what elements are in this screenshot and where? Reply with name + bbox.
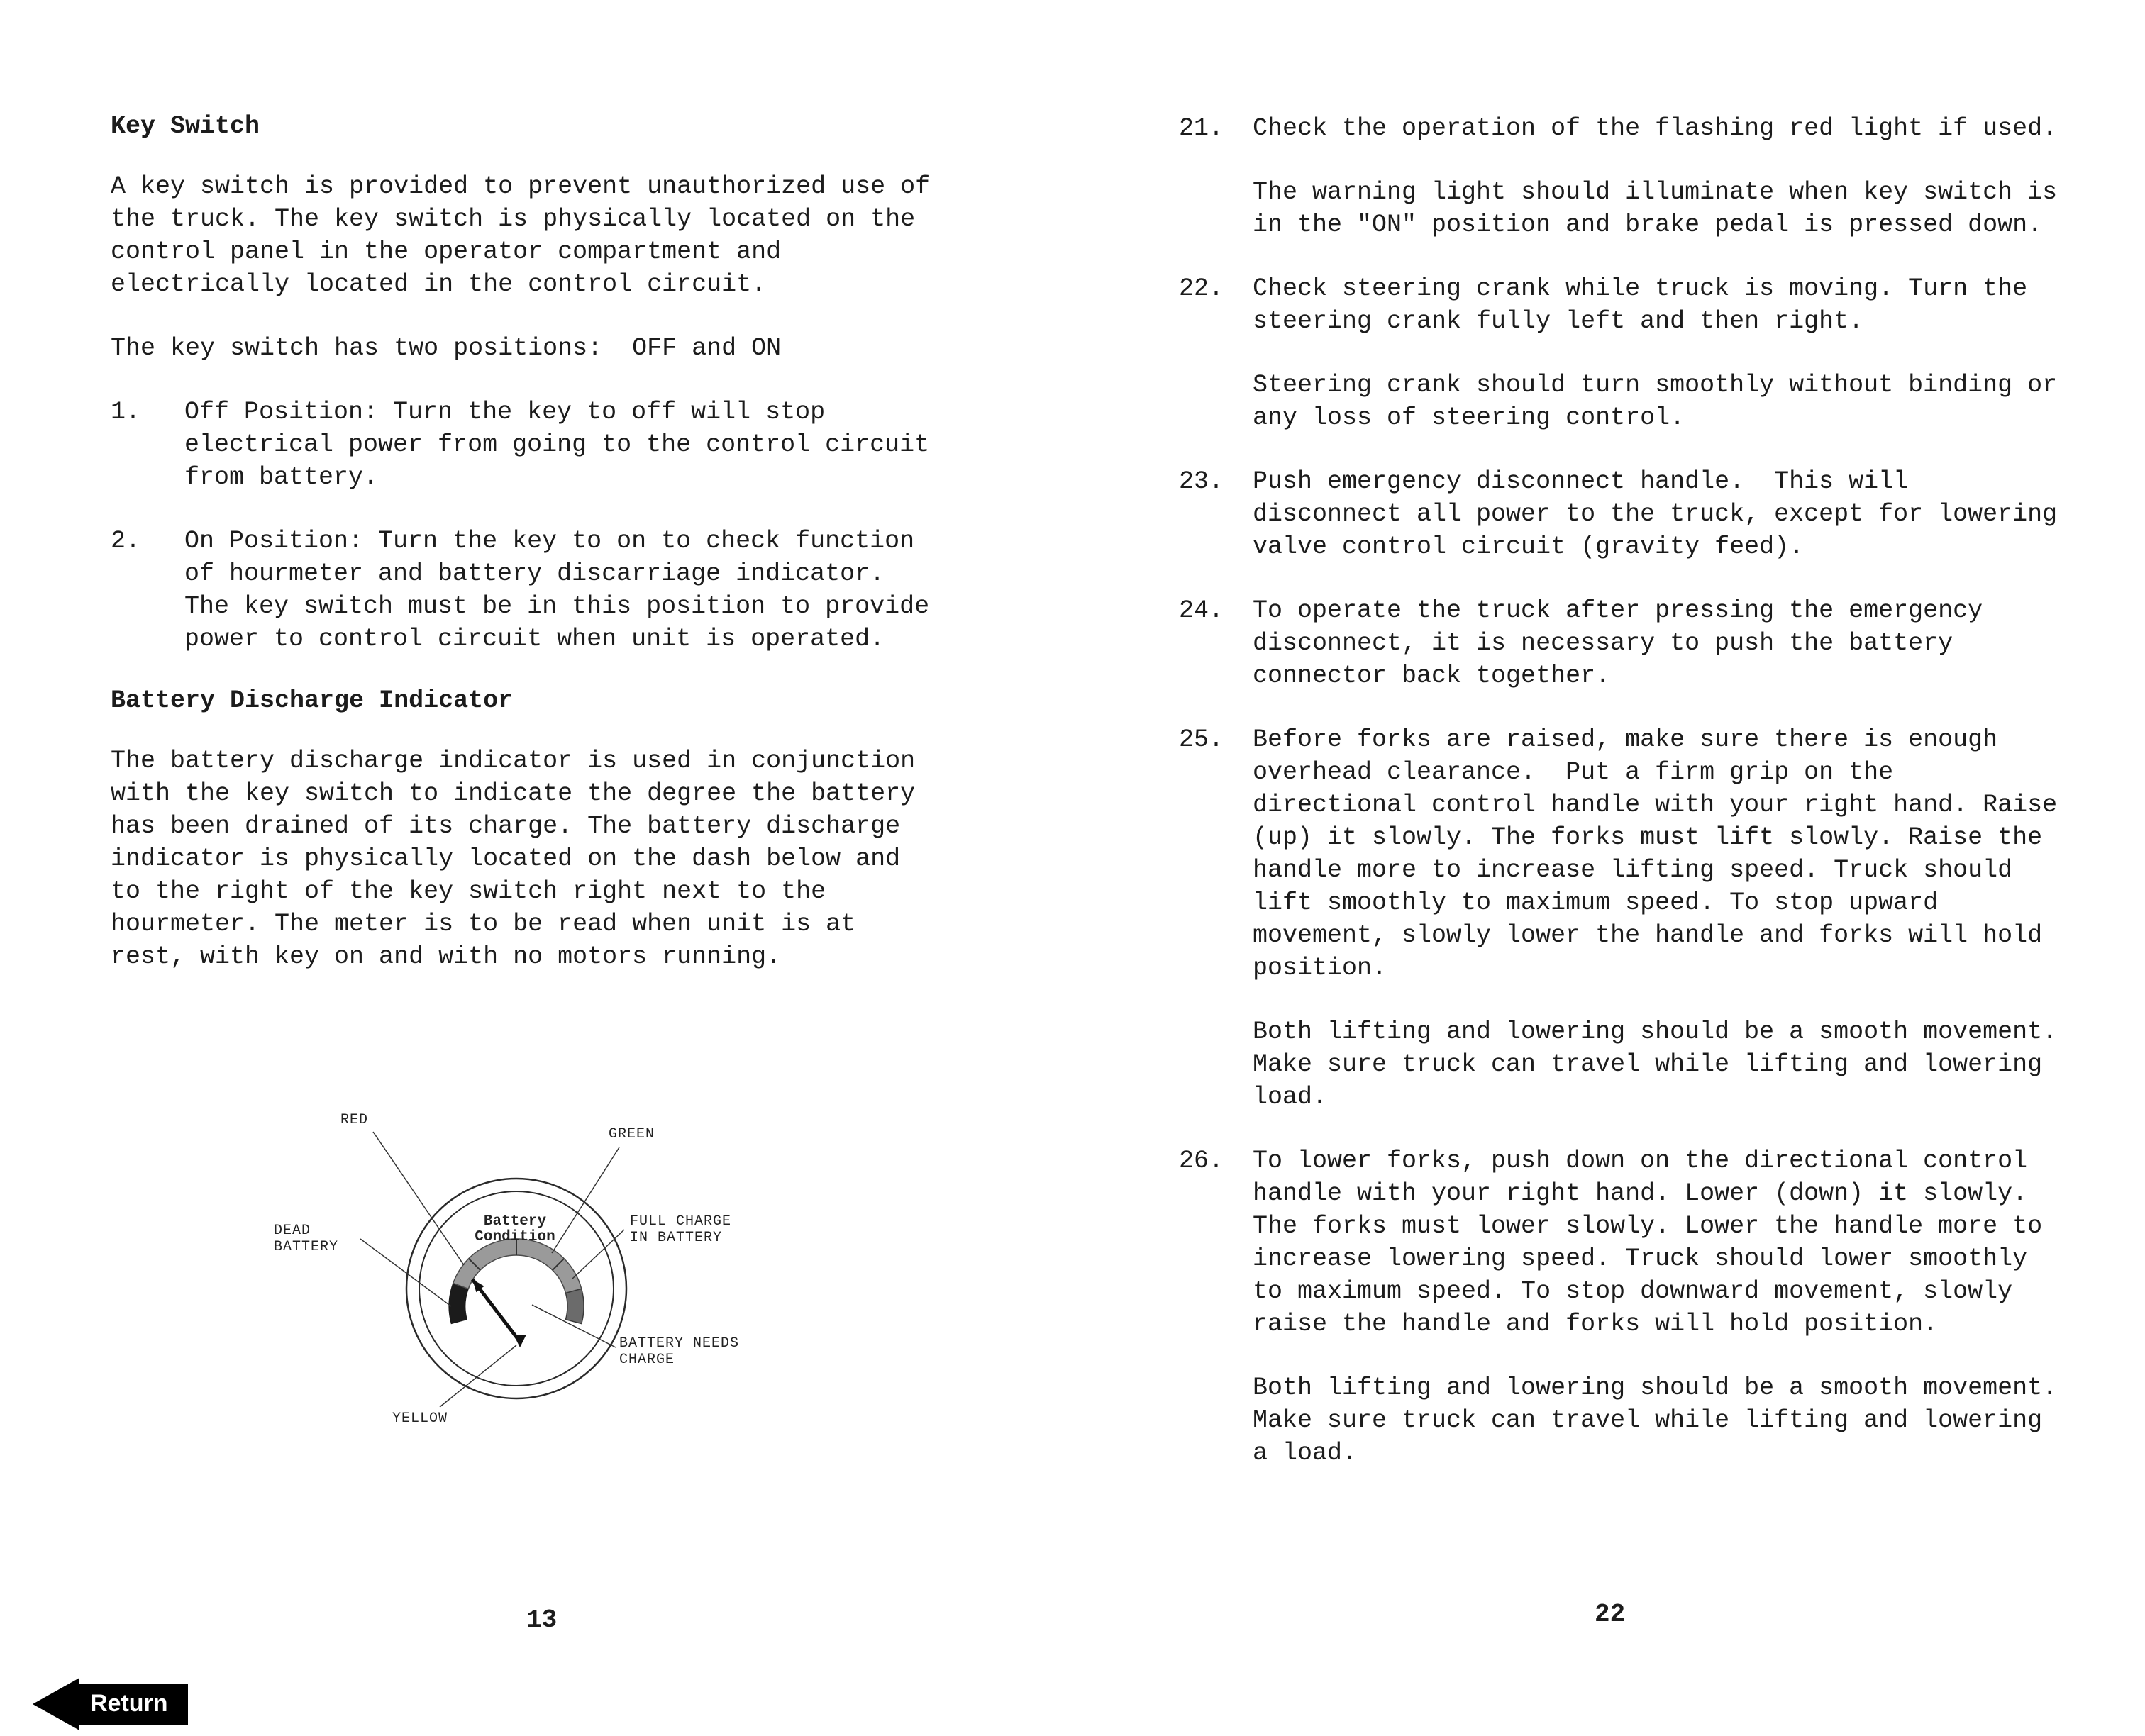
- page-number-left: 13: [526, 1606, 558, 1635]
- label-dead-battery-line1: DEAD: [274, 1223, 311, 1239]
- step-number: 25.: [1179, 725, 1224, 754]
- numbered-step: [1179, 272, 2073, 434]
- return-button-label: Return: [79, 1684, 188, 1725]
- left-arrow-icon: [33, 1678, 79, 1730]
- leader-line-full-charge: [572, 1230, 624, 1279]
- leader-line-green: [552, 1147, 619, 1253]
- numbered-step: [1179, 594, 2066, 692]
- list-item-number: 1.: [111, 398, 141, 426]
- step-text: To lower forks, push down on the directional control handle with your right hand. Lower (down) it slowly. The forks must lower slowly. Lower the handle more to increase lowering speed. Truck should lower smoothly to maximum speed. To stop downward movement, slowly raise the handle and forks will hold position.: [1253, 1147, 2058, 1338]
- label-full-charge-line1: FULL CHARGE: [630, 1213, 732, 1230]
- page-left: [111, 112, 944, 1004]
- section-heading-key-switch: Key Switch: [111, 112, 260, 140]
- step-number: 24.: [1179, 596, 1224, 625]
- page-right: [1179, 112, 2073, 1501]
- return-button[interactable]: [33, 1678, 188, 1730]
- gauge-center-label-line2: Condition: [475, 1229, 555, 1245]
- step-text: Check the operation of the flashing red light if used.: [1253, 114, 2058, 143]
- gauge-band-full-segment: [566, 1289, 584, 1323]
- list-item: [111, 525, 944, 655]
- battery-gauge-diagram: [261, 1086, 821, 1441]
- step-text: Both lifting and lowering should be a smooth movement. Make sure truck can travel while lifting and lowering a load.: [1253, 1374, 2073, 1467]
- gauge-center-label-line1: Battery: [483, 1213, 547, 1230]
- label-red: RED: [340, 1112, 369, 1128]
- step-text: Push emergency disconnect handle. This will disconnect all power to the truck, except for lowering valve control circuit (gravity feed).: [1253, 467, 2073, 561]
- step-text: Steering crank should turn smoothly without binding or any loss of steering control.: [1253, 371, 2073, 432]
- section-heading-battery-discharge: Battery Discharge Indicator: [111, 686, 514, 715]
- list-item: [111, 396, 944, 494]
- numbered-step: [1179, 112, 2073, 241]
- list-item-number: 2.: [111, 527, 141, 555]
- step-number: 21.: [1179, 114, 1224, 143]
- step-text: Before forks are raised, make sure there is enough overhead clearance. Put a firm grip on the directional control handle with your right hand. Raise (up) it slowly. The forks must lift slowly. Raise the handle more to increase lifting speed. Truck should lift smoothly to maximum speed. To stop upward movement, slowly lower the handle and forks will hold position.: [1253, 725, 2073, 982]
- numbered-step: [1179, 1145, 2073, 1469]
- step-text: To operate the truck after pressing the emergency disconnect, it is necessary to push the battery connector back together.: [1253, 596, 1998, 690]
- step-number: 22.: [1179, 274, 1224, 303]
- label-green: GREEN: [609, 1126, 655, 1142]
- leader-line-dead-battery: [360, 1239, 451, 1306]
- paragraph: The battery discharge indicator is used in conjunction with the key switch to indicate the degree the battery has been drained of its charge. The battery discharge indicator is physically located on the dash below and to the right of the key switch right next to the hourmeter. The meter is to be read when unit is at rest, with key on and with no motors running.: [111, 747, 931, 971]
- step-number: 23.: [1179, 467, 1224, 496]
- list-item-text: Off Position: Turn the key to off will stop electrical power from going to the control circuit from battery.: [184, 398, 945, 491]
- step-text: Check steering crank while truck is moving. Turn the steering crank fully left and then right.: [1253, 274, 2043, 335]
- numbered-step: [1179, 723, 2073, 1113]
- step-text: The warning light should illuminate when key switch is in the "ON" position and brake pedal is pressed down.: [1253, 178, 2073, 239]
- numbered-step: [1179, 465, 2073, 563]
- paragraph: A key switch is provided to prevent unauthorized use of the truck. The key switch is physically located on the control panel in the operator compartment and electrically located in the control circuit.: [111, 172, 946, 299]
- leader-line-red: [373, 1132, 464, 1265]
- label-needs-charge-line2: CHARGE: [619, 1352, 675, 1368]
- gauge-outer-ring: [406, 1179, 626, 1398]
- paragraph: The key switch has two positions: OFF and ON: [111, 334, 782, 362]
- label-needs-charge-line1: BATTERY NEEDS: [619, 1335, 740, 1352]
- label-full-charge-line2: IN BATTERY: [630, 1230, 723, 1246]
- page-number-right: 22: [1595, 1600, 1626, 1629]
- gauge-band-dead-segment: [449, 1284, 468, 1324]
- list-item-text: On Position: Turn the key to on to check function of hourmeter and battery discarriage indicator. The key switch must be in this position to provide power to control circuit when unit is operated.: [184, 527, 945, 653]
- step-text: Both lifting and lowering should be a smooth movement. Make sure truck can travel while lifting and lowering load.: [1253, 1018, 2073, 1111]
- label-yellow: YELLOW: [392, 1410, 448, 1427]
- step-number: 26.: [1179, 1147, 1224, 1175]
- label-dead-battery-line2: BATTERY: [274, 1239, 339, 1255]
- gauge-band-gray-segment: [453, 1239, 582, 1293]
